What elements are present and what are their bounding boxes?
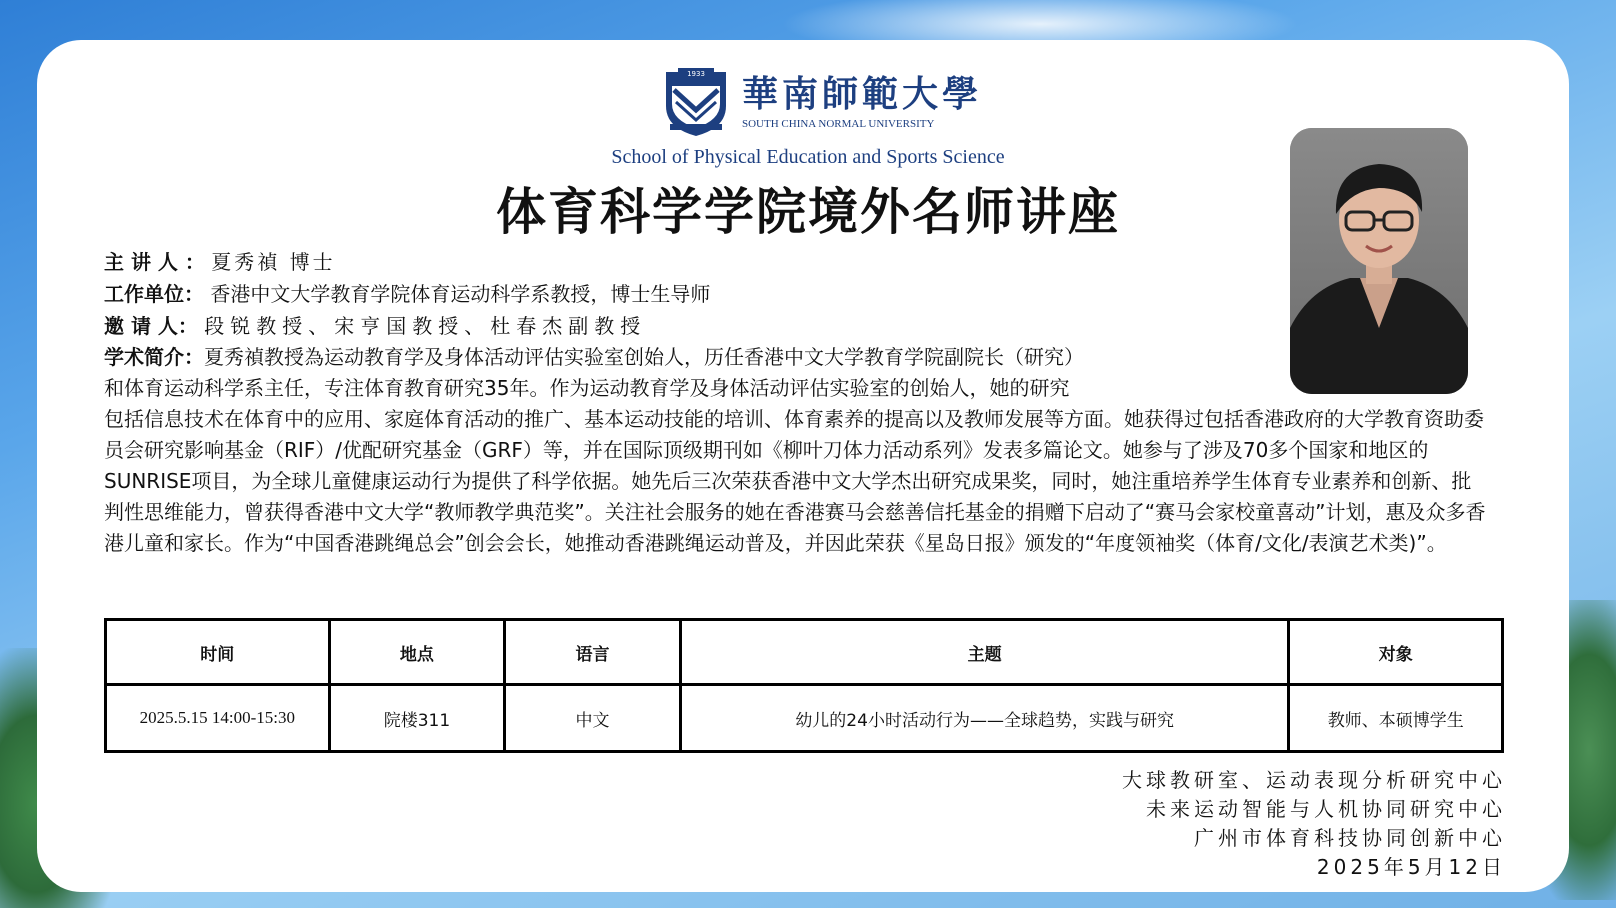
affiliation-value: 香港中文大学教育学院体育运动科学系教授，博士生导师 — [210, 282, 711, 306]
affiliation-label: 工作单位： — [104, 282, 204, 306]
footer-org-3: 广州市体育科技协同创新中心 — [1194, 826, 1506, 850]
inviters-row — [104, 310, 1486, 342]
bio-label: 学术简介： — [104, 345, 204, 369]
footer-org-2: 未来运动智能与人机协同研究中心 — [1146, 797, 1506, 821]
speaker-value: 夏秀禎 博士 — [211, 250, 336, 274]
header-topic: 主题 — [680, 620, 1289, 685]
inviters-label: 邀 请 人： — [104, 314, 198, 338]
emblem-year: 1933 — [687, 70, 705, 78]
bio-text: 包括信息技术在体育中的应用、家庭体育活动的推广、基本运动技能的培训、体育素养的提高以及教师发展等方面。她获得过包括香港政府的大学教育资助委员会研究影响基金（RIF）/优配研究基金（GRF）等，并在国际顶级期刊如《柳叶刀体力活动系列》发表多篇论文。她参与了涉及70多个国家和地区的SUNRISE项目，为全球儿童健康运动行为提供了科学依据。她先后三次荣获香港中文大学杰出研究成果奖，同时，她注重培养学生体育专业素养和创新、批判性思维能力，曾获得香港中文大学“教师教学典范奖”。关注社会服务的她在香港赛马会慈善信托基金的捐赠下启动了“赛马会家校童喜动”计划，惠及众多香港儿童和家长。作为“中国香港跳绳总会”创会会长，她推动香港跳绳运动普及，并因此荣获《星岛日报》颁发的“年度领袖奖（体育/文化/表演艺术类)”。 — [104, 407, 1486, 555]
footer-organizers — [1122, 766, 1506, 882]
university-name-en: SOUTH CHINA NORMAL UNIVERSITY — [742, 118, 935, 130]
footer-date: 2025年5月12日 — [1316, 855, 1506, 879]
speaker-label: 主 讲 人 ： — [104, 250, 205, 274]
table-row — [106, 685, 1503, 752]
schedule-table — [104, 618, 1504, 753]
inviters-value: 段锐教授、宋亨国教授、杜春杰副教授 — [204, 314, 647, 338]
header-audience: 对象 — [1289, 620, 1503, 685]
header-time: 时间 — [106, 620, 330, 685]
bio-head — [104, 342, 1284, 404]
bio-line2: 和体育运动科学系主任，专注体育教育研究35年。作为运动教育学及身体活动评估实验室的创始人，她的研究 — [104, 376, 1070, 400]
cell-language: 中文 — [505, 685, 681, 752]
affiliation-row — [104, 278, 1486, 310]
school-name-en: School of Physical Education and Sports Science — [611, 146, 1005, 168]
cell-audience: 教师、本硕博学生 — [1289, 685, 1503, 752]
header-location: 地点 — [329, 620, 505, 685]
speaker-row — [104, 246, 1486, 278]
table-header-row — [106, 620, 1503, 685]
footer-org-1: 大球教研室、运动表现分析研究中心 — [1122, 768, 1506, 792]
bio-line1: 夏秀禎教授為运动教育学及身体活动评估实验室创始人，历任香港中文大学教育学院副院长（研究） — [204, 345, 1084, 369]
header-language: 语言 — [505, 620, 681, 685]
cell-time: 2025.5.15 14:00-15:30 — [106, 685, 330, 752]
university-name-cn: 華南師範大學 — [742, 73, 983, 115]
cell-topic: 幼儿的24小时活动行为——全球趋势，实践与研究 — [680, 685, 1289, 752]
lecture-info — [104, 246, 1486, 559]
university-emblem-icon — [662, 66, 730, 138]
page-title: 体育科学学院境外名师讲座 — [496, 183, 1120, 241]
cell-location: 院楼311 — [329, 685, 505, 752]
university-logo — [662, 66, 983, 140]
